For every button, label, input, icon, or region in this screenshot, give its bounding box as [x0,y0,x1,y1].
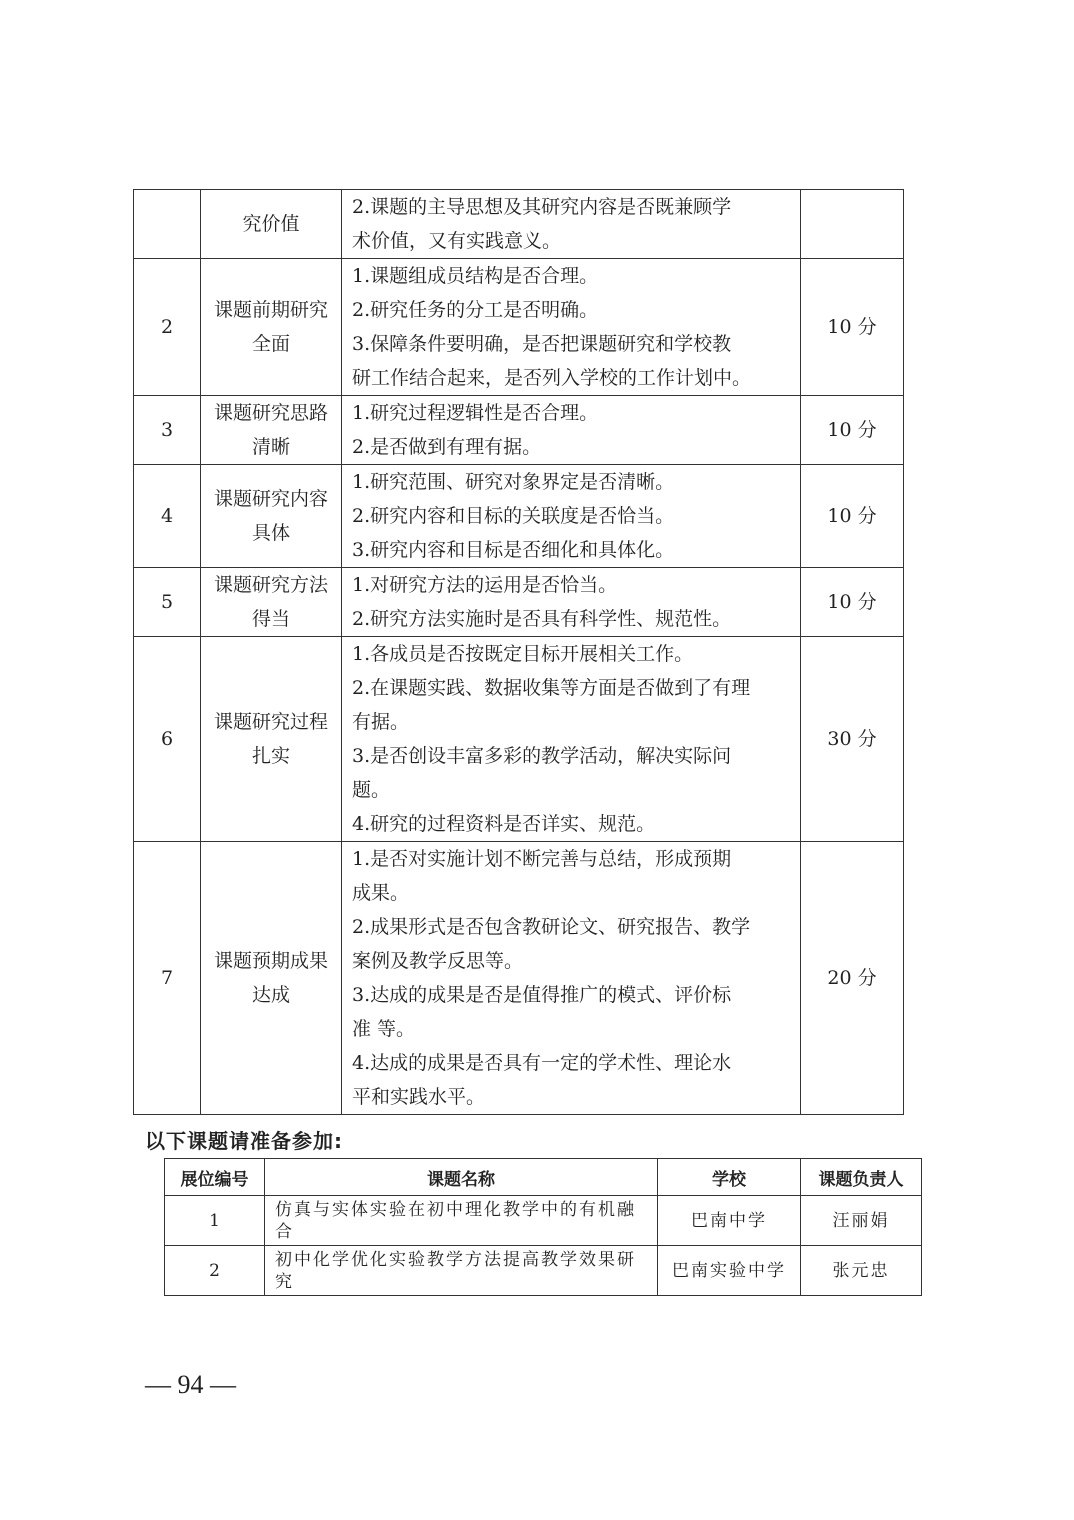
table-row [134,568,904,637]
evaluation-criteria [342,259,801,396]
row-number: 7 [134,842,201,1115]
evaluation-item: 课题研究方法得当 [201,568,342,637]
row-number: 2 [134,259,201,396]
criteria-line: 2.在课题实践、数据收集等方面是否做到了有理 [352,677,751,699]
table-row [134,396,904,465]
header-booth-number: 展位编号 [165,1159,265,1196]
criteria-line: 3.达成的成果是否是值得推广的模式、评价标 [352,984,732,1006]
criteria-line: 2.成果形式是否包含教研论文、研究报告、教学 [352,916,751,938]
criteria-line: 1.各成员是否按既定目标开展相关工作。 [352,643,694,665]
criteria-line: 题。 [352,779,391,801]
criteria-line: 1.课题组成员结构是否合理。 [352,265,599,287]
table-row [134,842,904,1115]
table-row [165,1196,922,1246]
evaluation-item: 究价值 [201,190,342,259]
topic-name: 仿真与实体实验在初中理化教学中的有机融合 [265,1196,658,1246]
row-number: 5 [134,568,201,637]
criteria-line: 3.是否创设丰富多彩的教学活动，解决实际问 [352,745,732,767]
criteria-line: 2.是否做到有理有据。 [352,436,542,458]
row-number [134,190,201,259]
header-school: 学校 [658,1159,801,1196]
criteria-line: 1.是否对实施计划不断完善与总结，形成预期 [352,848,732,870]
school-name: 巴南中学 [658,1196,801,1246]
criteria-line: 3.保障条件要明确，是否把课题研究和学校教 [352,333,732,355]
criteria-line: 2.课题的主导思想及其研究内容是否既兼顾学 [352,196,732,218]
criteria-line: 1.对研究方法的运用是否恰当。 [352,574,618,596]
table-row [165,1246,922,1296]
score: 30 分 [801,637,904,842]
evaluation-criteria [342,637,801,842]
section-heading: 以下课题请准备参加: [145,1129,343,1153]
topic-table [164,1158,922,1296]
table-row [134,465,904,568]
criteria-line: 有据。 [352,711,410,733]
score [801,190,904,259]
evaluation-table [133,189,904,1115]
table-row [134,259,904,396]
score: 10 分 [801,568,904,637]
evaluation-criteria [342,842,801,1115]
row-number: 3 [134,396,201,465]
criteria-line: 成果。 [352,882,410,904]
evaluation-criteria [342,465,801,568]
evaluation-criteria [342,568,801,637]
criteria-line: 2.研究方法实施时是否具有科学性、规范性。 [352,608,732,630]
criteria-line: 平和实践水平。 [352,1086,486,1108]
page-number: — 94 — [145,1370,236,1399]
header-topic-name: 课题名称 [265,1159,658,1196]
score: 10 分 [801,396,904,465]
evaluation-item: 课题前期研究全面 [201,259,342,396]
score: 10 分 [801,259,904,396]
topic-table-header-row [165,1159,922,1196]
evaluation-item: 课题研究内容具体 [201,465,342,568]
evaluation-item: 课题预期成果达成 [201,842,342,1115]
criteria-line: 案例及教学反思等。 [352,950,524,972]
evaluation-criteria [342,396,801,465]
row-number: 4 [134,465,201,568]
criteria-line: 1.研究过程逻辑性是否合理。 [352,402,599,424]
score: 20 分 [801,842,904,1115]
criteria-line: 2.研究任务的分工是否明确。 [352,299,599,321]
criteria-line: 3.研究内容和目标是否细化和具体化。 [352,539,675,561]
criteria-line: 1.研究范围、研究对象界定是否清晰。 [352,471,675,493]
header-topic-leader: 课题负责人 [801,1159,922,1196]
criteria-line: 4.达成的成果是否具有一定的学术性、理论水 [352,1052,732,1074]
row-number: 6 [134,637,201,842]
topic-leader: 张元忠 [801,1246,922,1296]
school-name: 巴南实验中学 [658,1246,801,1296]
criteria-line: 4.研究的过程资料是否详实、规范。 [352,813,656,835]
criteria-line: 准 等。 [352,1018,416,1040]
topic-name: 初中化学优化实验教学方法提高教学效果研究 [265,1246,658,1296]
table-row [134,190,904,259]
evaluation-item: 课题研究过程扎实 [201,637,342,842]
booth-number: 1 [165,1196,265,1246]
topic-leader: 汪丽娟 [801,1196,922,1246]
table-row [134,637,904,842]
criteria-line: 2.研究内容和目标的关联度是否恰当。 [352,505,675,527]
evaluation-item: 课题研究思路清晰 [201,396,342,465]
booth-number: 2 [165,1246,265,1296]
criteria-line: 术价值，又有实践意义。 [352,230,562,252]
evaluation-criteria [342,190,801,259]
score: 10 分 [801,465,904,568]
criteria-line: 研工作结合起来，是否列入学校的工作计划中。 [352,367,752,389]
